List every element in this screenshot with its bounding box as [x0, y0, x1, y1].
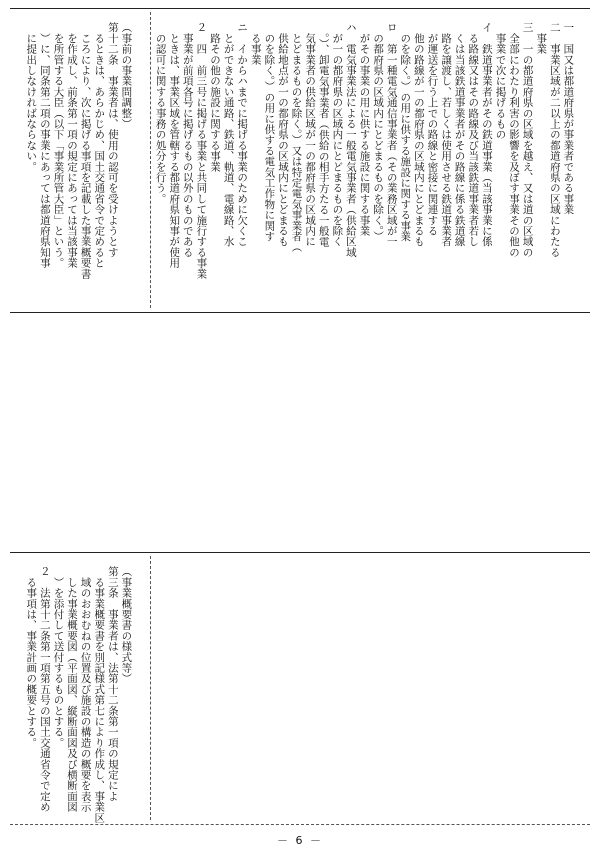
text-line: 二 事業区域が二以上の都道府県の区域にわたる — [548, 22, 561, 258]
text-line: 路その他の施設に関する事業 — [208, 22, 221, 172]
text-line: 他の路線が一の都府県の区域内にとどまるも — [412, 22, 425, 247]
text-line: ロ 第一種電気通信事業者（その業務区域が一 — [385, 22, 398, 247]
text-line: る事業概要書を別記様式第七により作成し、事業区 — [93, 566, 106, 823]
bottom-dashed-line — [10, 824, 590, 825]
text-line: 供給地点が一の都府県の区域内にとどまるも — [276, 22, 289, 247]
text-line: 全部にわたり利害の影響を及ぼす事業その他の — [508, 22, 521, 258]
top-right-statute-text — [154, 22, 588, 306]
text-line: ２ 四 前三号に掲げる事業と共同して施行する事業 — [195, 22, 208, 279]
text-line: ２ 法第十二条第一項第五号の国土交通省令で定め — [38, 566, 51, 813]
text-line: 一 国又は都道府県が事業者である事業 — [562, 22, 575, 215]
text-line: とどまるものを除く。）又は特定電気事業者（ — [290, 22, 303, 253]
text-line: ときは、事業区域を管轄する都道府県知事が使用 — [168, 22, 181, 269]
article-heading: （事前の事業問調整） — [120, 22, 133, 129]
bottom-right-regulation-text — [16, 566, 146, 823]
text-line: ）に、同条第二項の事業にあっては都道府県知事 — [38, 22, 51, 269]
text-line: る事項は、事業計画の概要とする。 — [25, 566, 38, 748]
text-line: ）を添付して送付するものとする。 — [52, 566, 65, 748]
text-line: 三 一の都道府県の区域を越え、又は道の区域の — [521, 22, 534, 258]
text-line: が運送を行う上での路線と密接に関連する — [426, 22, 439, 236]
text-line: がその事業の用に供する施設に関する事業 — [358, 22, 371, 236]
text-line: 路を譲渡し、若しくは使用させる鉄道事業者 — [440, 22, 453, 247]
top-border-line — [10, 8, 590, 9]
text-line: 域のおおむねの位置及び施設の構造の概要を表示 — [79, 566, 92, 813]
text-line: る事業 — [249, 22, 262, 65]
page-number: － 6 － — [277, 834, 323, 847]
text-line: とができない通路、鉄道、軌道、電線路、水 — [222, 22, 235, 247]
text-line: ニ イからハまでに掲げる事業のために欠くこ — [236, 22, 249, 247]
article-heading: （事業概要書の様式等） — [120, 566, 133, 684]
top-column-divider — [150, 12, 151, 308]
text-line: ハ 電気事業法による一般電気事業者（供給区域 — [344, 22, 357, 258]
text-line: 事業で次に掲げるもの — [494, 22, 507, 140]
text-line: くは当該鉄道事業者がその路線に係る鉄道線 — [453, 22, 466, 247]
text-line: のを除く。）の用に供する施設に関する事業 — [399, 22, 412, 242]
text-line: 気事業者の供給区域が一の都府県の区域内に — [304, 22, 317, 247]
text-line: 第十二条 事業者は、使用の認可を受けようとす — [106, 22, 119, 258]
section-divider-upper — [10, 312, 590, 313]
text-line: ころにより、次に掲げる事項を記載した事業概要書 — [79, 22, 92, 279]
text-line — [161, 566, 175, 816]
text-line: のを除く。）の用に供する電気工作物に関す — [263, 22, 276, 242]
text-line: 第三条 事業者は、法第十二条第一項の規定によ — [106, 566, 119, 802]
text-line: した事業概要図（平面図、縦断面図及び横断面図 — [66, 566, 79, 813]
text-line: 事業が前項各号に掲げるもの以外のものである — [181, 22, 194, 258]
text-line: る路線又はその路線及び当該鉄道事業者若し — [467, 22, 480, 247]
text-line: の都府県の区域内にとどまるものを除く。） — [372, 22, 385, 242]
text-line: が一の都府県の区域内にとどまるものを除く — [331, 22, 344, 247]
text-line: を所管する大臣（以下「事業所管大臣」という。 — [52, 22, 65, 269]
text-line: 。）、卸電気事業者（供給の相手方たる一般電 — [317, 22, 330, 247]
top-left-statute-text — [16, 22, 146, 306]
bottom-column-divider — [150, 556, 151, 820]
section-divider-lower — [10, 552, 590, 553]
text-line: に提出しなければならない。 — [25, 22, 38, 172]
text-line: を作成し、前条第一項の規定にあっては当該事業 — [66, 22, 79, 269]
text-line: るときは、あらかじめ、国土交通省令で定めると — [93, 22, 106, 269]
text-line: イ 鉄道事業者がその鉄道事業（当該事業に係 — [480, 22, 493, 247]
text-line: 事業 — [535, 22, 548, 55]
text-line: の認可に関する事務の処分を行う。 — [154, 22, 167, 204]
